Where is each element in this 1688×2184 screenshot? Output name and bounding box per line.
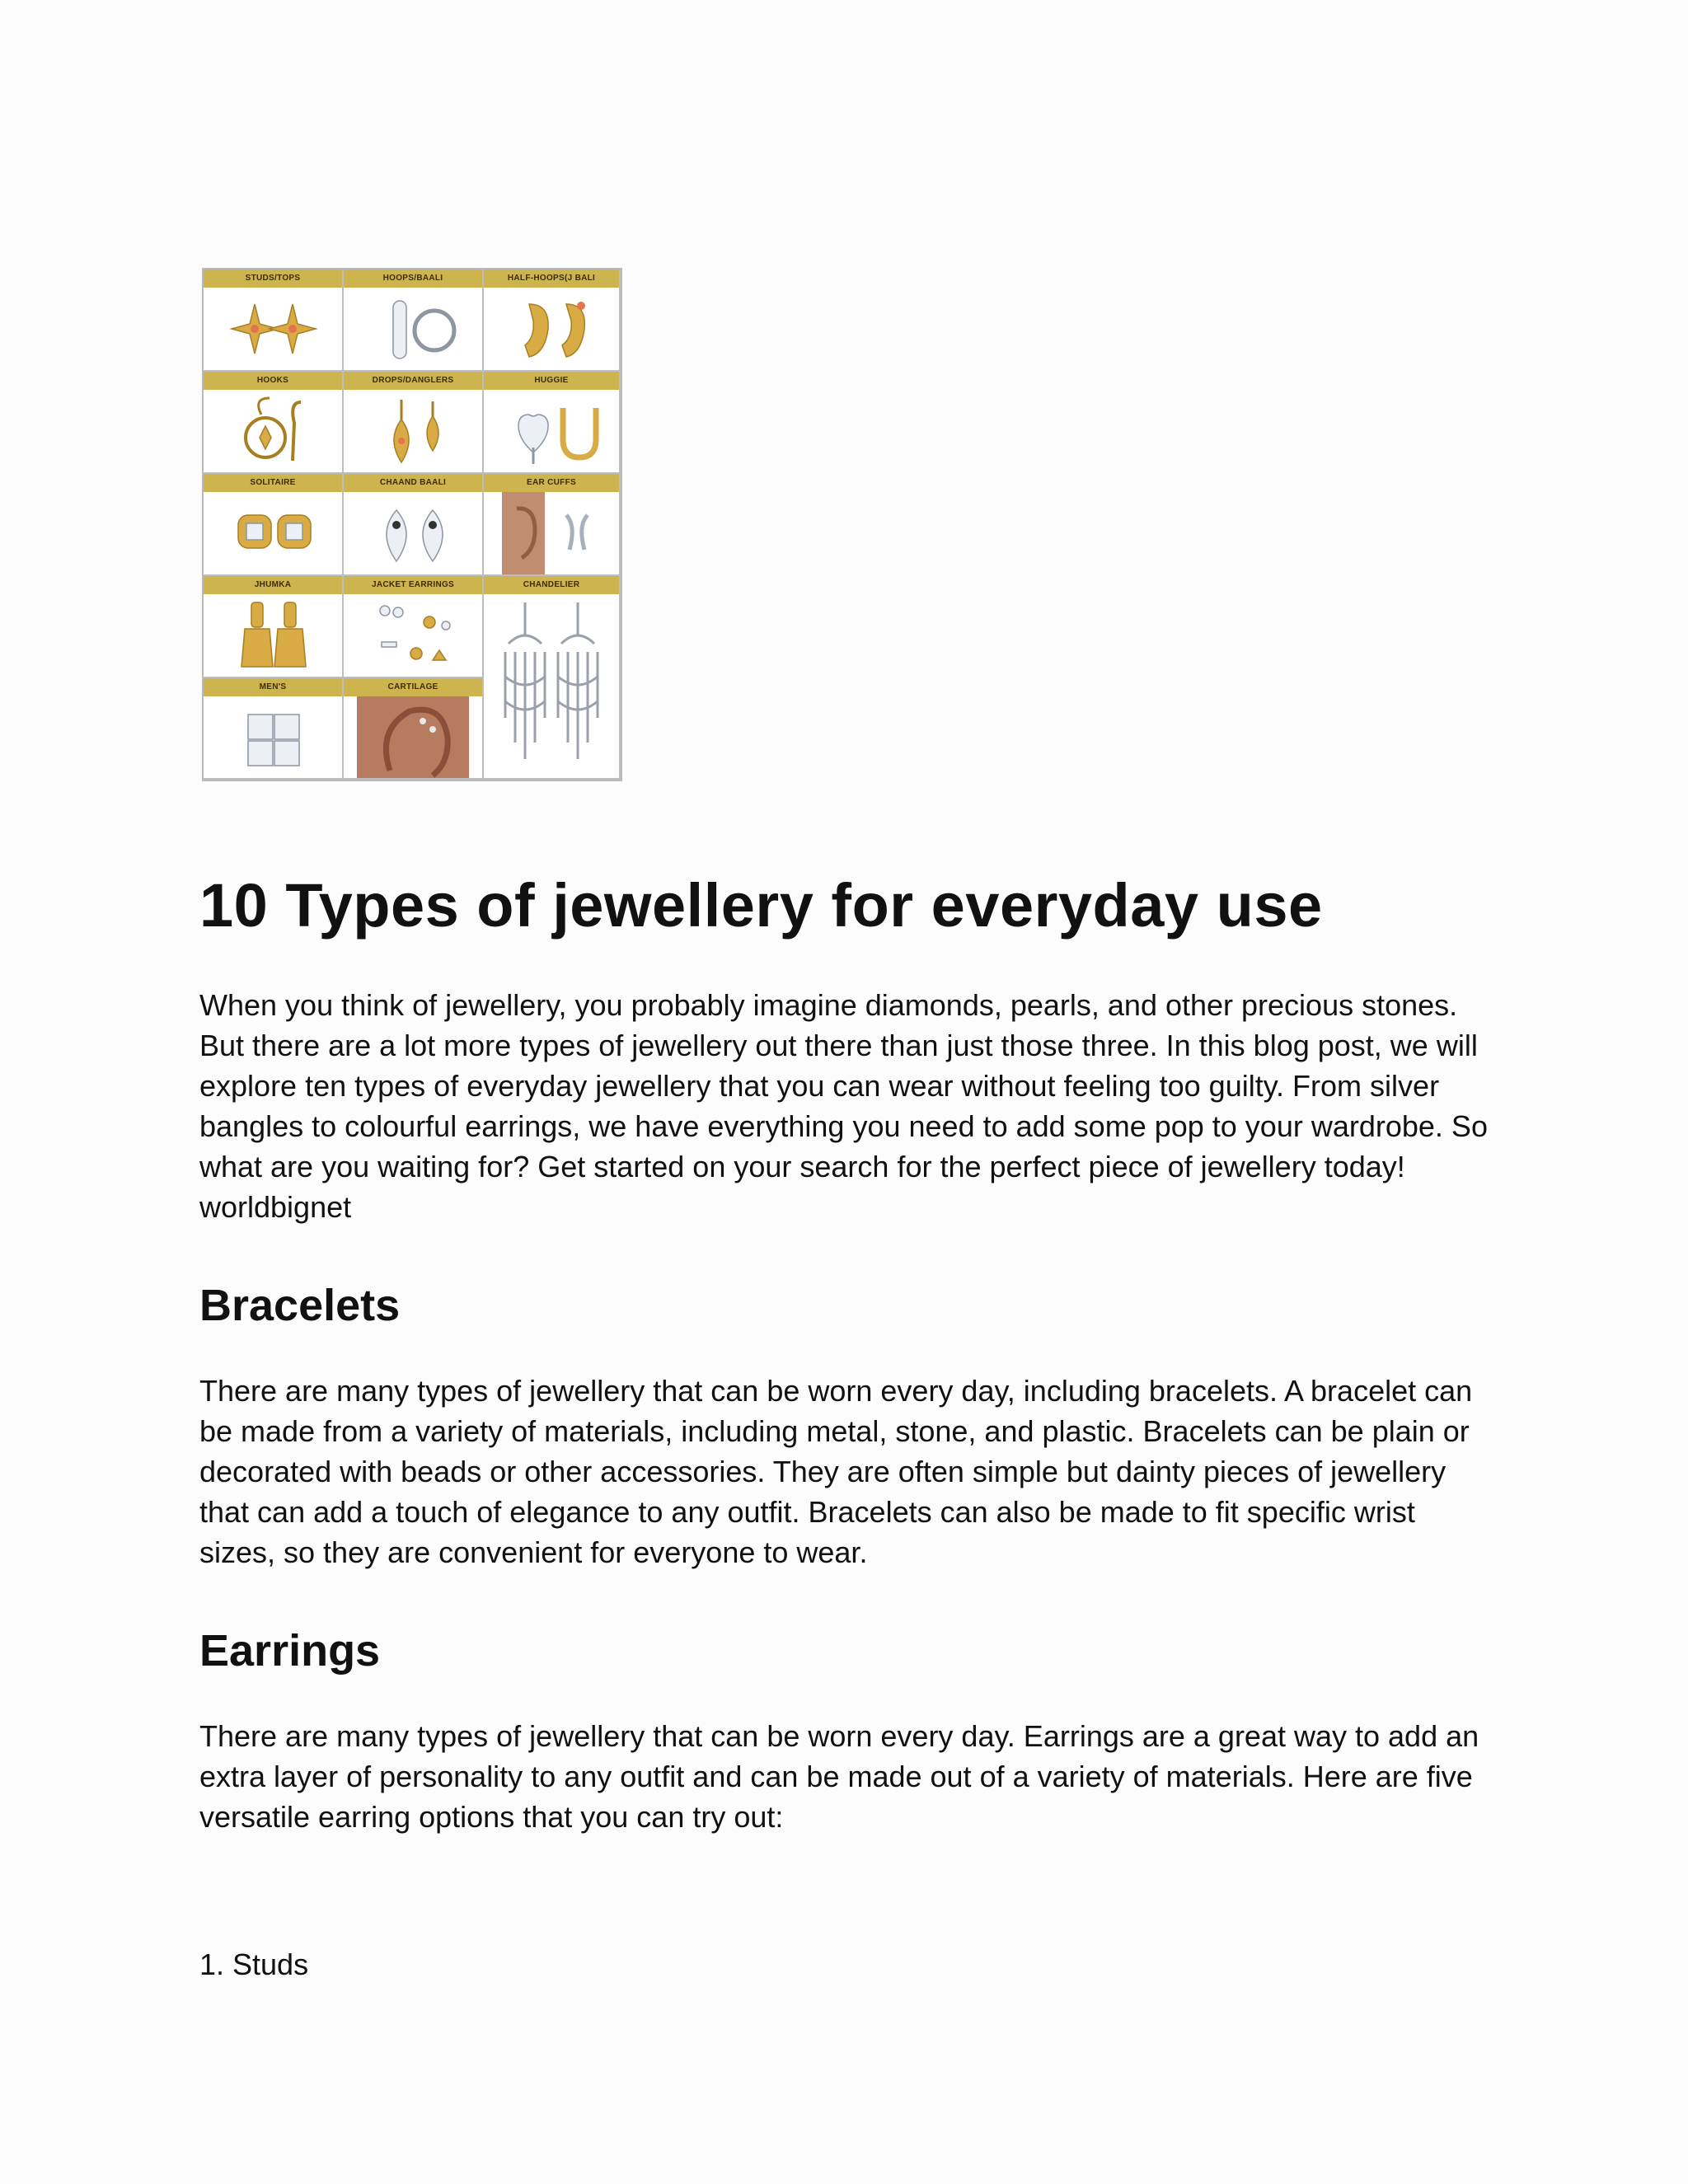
half-hoop-earring-icon <box>484 288 619 370</box>
drop-earring-icon <box>344 390 482 472</box>
bracelets-paragraph: There are many types of jewellery that can be worn every day, including bracelets. A bracelet can be made from a variety of materials, including metal, stone, and plastic. Bracelets can be plain or decorated with beads or other accessories. They are often simple but dainty pieces of jewellery that can add a touch of elegance to any outfit. Bracelets can also be made to fit specific wrist sizes, so they are convenient for everyone to wear. <box>199 1374 1473 1569</box>
cell-studs-tops <box>204 269 344 372</box>
cell-label: HALF-HOOPS(J BALI <box>484 269 619 288</box>
cartilage-earring-icon <box>344 696 482 778</box>
jacket-earring-icon <box>344 594 482 677</box>
huggie-earring-icon <box>484 390 619 472</box>
jhumka-earring-icon <box>204 594 342 677</box>
cell-solitaire <box>204 474 344 576</box>
cell-label: CHANDELIER <box>484 576 619 594</box>
cell-jacket-earrings <box>344 576 484 678</box>
earring-types-figure <box>202 268 622 781</box>
page-title: 10 Types of jewellery for everyday use <box>199 871 1323 940</box>
chandelier-earring-icon <box>484 594 619 778</box>
cell-cartilage <box>344 678 484 780</box>
cell-hooks <box>204 372 344 474</box>
cell-hoops-baali <box>344 269 484 372</box>
cell-label: HUGGIE <box>484 372 619 390</box>
cell-label: JACKET EARRINGS <box>344 576 482 594</box>
cell-mens <box>204 678 344 780</box>
cell-drops-danglers <box>344 372 484 474</box>
cell-label: JHUMKA <box>204 576 342 594</box>
mens-stud-earring-icon <box>204 696 342 778</box>
cell-label: DROPS/DANGLERS <box>344 372 482 390</box>
hoop-earring-icon <box>344 288 482 370</box>
cell-chandelier <box>484 576 621 780</box>
cell-label: EAR CUFFS <box>484 474 619 492</box>
cell-label: HOOKS <box>204 372 342 390</box>
studs-earring-icon <box>204 288 342 370</box>
solitaire-earring-icon <box>204 492 342 574</box>
cell-huggie <box>484 372 621 474</box>
section-heading-bracelets: Bracelets <box>199 1281 401 1330</box>
cell-half-hoops <box>484 269 621 372</box>
cell-chaand-baali <box>344 474 484 576</box>
cell-label: HOOPS/BAALI <box>344 269 482 288</box>
cell-ear-cuffs <box>484 474 621 576</box>
cell-label: MEN'S <box>204 678 342 696</box>
cell-label: CARTILAGE <box>344 678 482 696</box>
cell-jhumka <box>204 576 344 678</box>
chaand-baali-earring-icon <box>344 492 482 574</box>
cell-label: SOLITAIRE <box>204 474 342 492</box>
ear-cuff-icon <box>484 492 619 574</box>
cell-label: STUDS/TOPS <box>204 269 342 288</box>
list-item: 1. Studs <box>199 1947 309 1981</box>
cell-label: CHAAND BAALI <box>344 474 482 492</box>
hook-earring-icon <box>204 390 342 472</box>
section-heading-earrings: Earrings <box>199 1626 381 1675</box>
intro-paragraph: When you think of jewellery, you probably imagine diamonds, pearls, and other precious stones. But there are a lot more types of jewellery out there than just those three. In this blog post, we will explore ten types of everyday jewellery that you can wear without feeling too guilty. From silver bangles to colourful earrings, we have everything you need to add some pop to your wardrobe. So what are you waiting for? Get started on your search for the perfect piece of jewellery today! worldbignet <box>199 988 1488 1224</box>
earrings-paragraph: There are many types of jewellery that can be worn every day. Earrings are a great way to add an extra layer of personality to any outfit and can be made out of a variety of materials. Here are five versatile earring options that you can try out: <box>199 1719 1479 1834</box>
